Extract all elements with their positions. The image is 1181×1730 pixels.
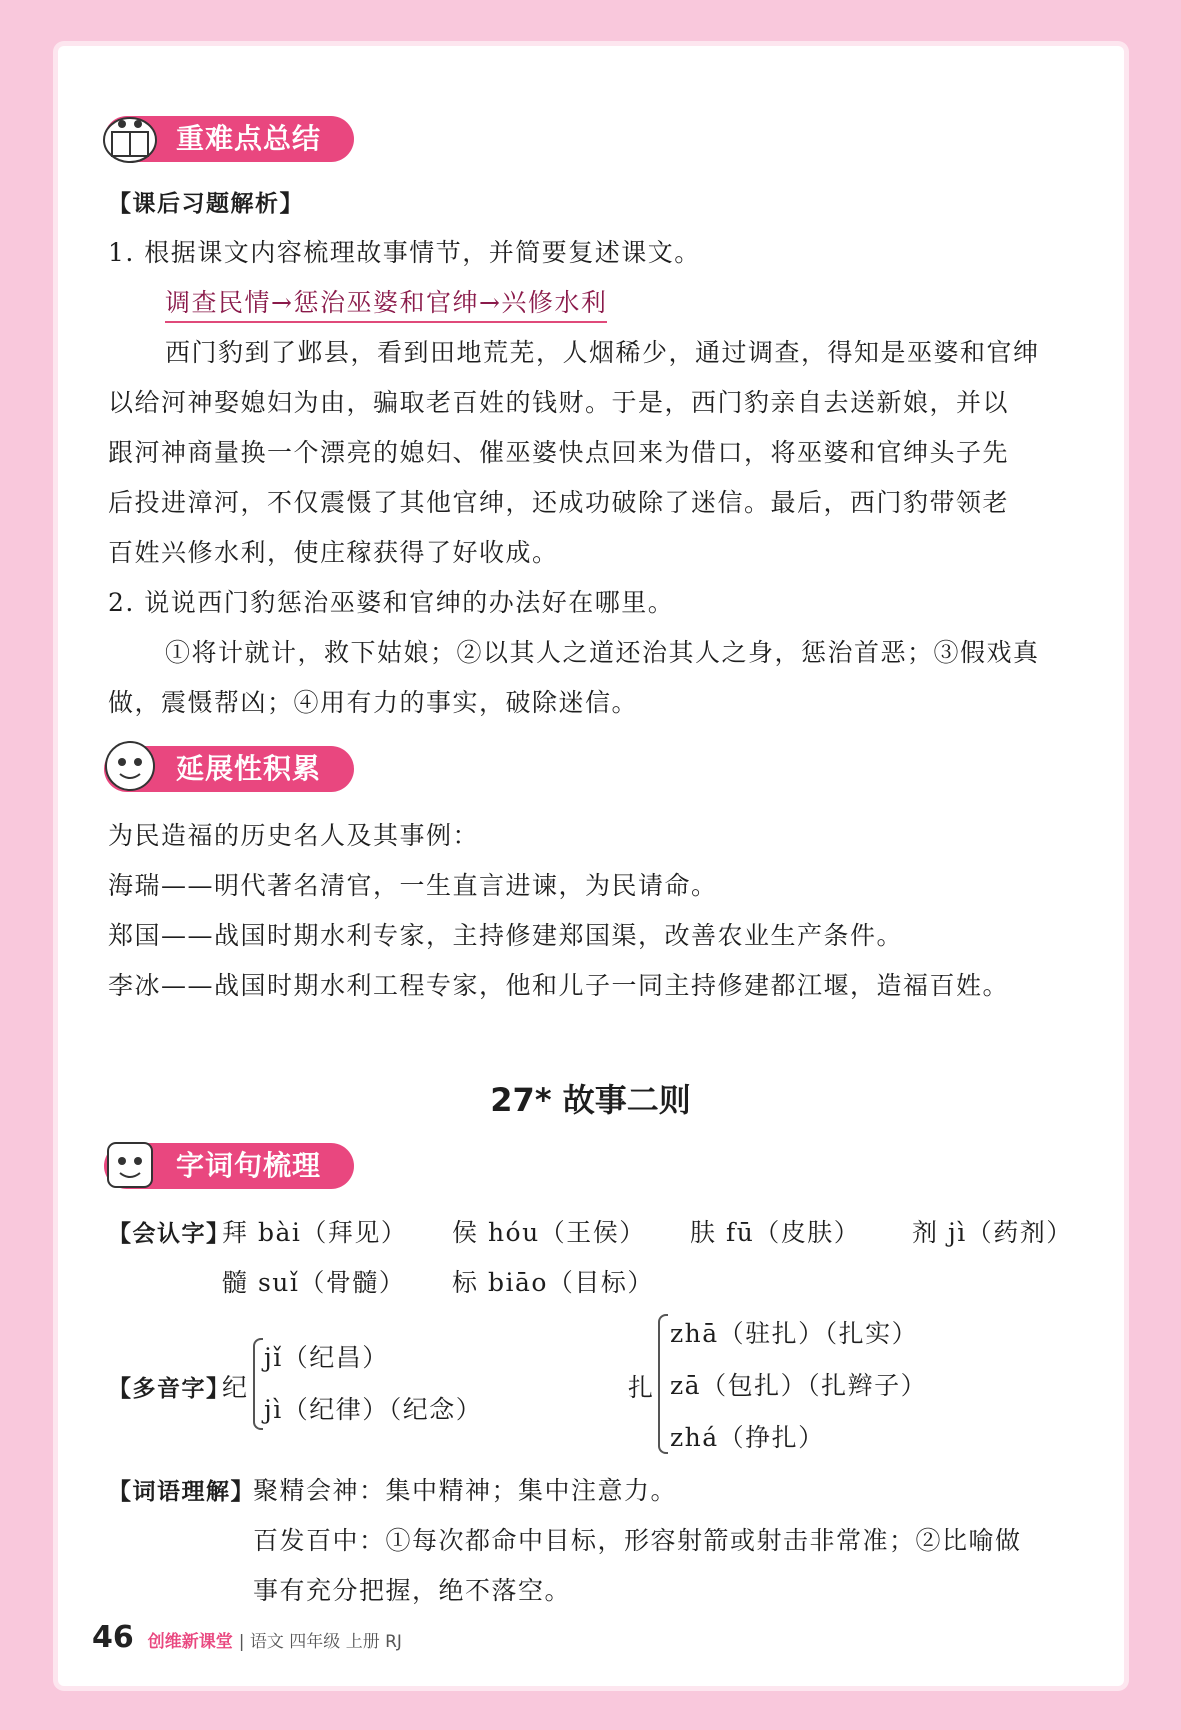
vocab-2-line-2: 事有充分把握，绝不落空。 <box>253 1576 572 1605</box>
section-title: 字词句梳理 <box>176 1149 322 1182</box>
figure-li-bing: 李冰——战国时期水利工程专家，他和儿子一同主持修建都江堰，造福百姓。 <box>108 971 1010 1000</box>
vocab-1: 聚精会神：集中精神；集中注意力。 <box>253 1476 678 1505</box>
answer-2-line-1: ①将计就计，救下姑娘；②以其人之道还治其人之身，惩治首恶；③假戏真 <box>165 638 1040 667</box>
answer-2-line-2: 做，震慑帮凶；④用有力的事实，破除迷信。 <box>108 688 639 717</box>
section-title: 重难点总结 <box>176 122 322 155</box>
recognize-item: 标 biāo（目标） <box>452 1268 654 1297</box>
answer-1-line-3: 跟河神商量换一个漂亮的媳妇、催巫婆快点回来为借口，将巫婆和官绅头子先 <box>108 438 1010 467</box>
book-info: | 语文 四年级 上册 RJ <box>238 1632 402 1652</box>
ji-reading: jǐ（纪昌） <box>264 1343 389 1372</box>
zha-reading: zhá（挣扎） <box>670 1423 825 1452</box>
exercise-tag: 【课后习题解析】 <box>108 191 304 217</box>
answer-1-line-2: 以给河神娶媳妇为由，骗取老百姓的钱财。于是，西门豹亲自去送新娘，并以 <box>108 388 1010 417</box>
answer-1-line-5: 百姓兴修水利，使庄稼获得了好收成。 <box>108 538 559 567</box>
brace <box>658 1314 668 1454</box>
ji-reading: jì（纪律）（纪念） <box>264 1395 483 1424</box>
page-footer <box>92 1620 402 1655</box>
plot-chain: 调查民情→惩治巫婆和官绅→兴修水利 <box>165 283 607 323</box>
recognize-item: 拜 bài（拜见） <box>222 1218 408 1247</box>
section-title: 延展性积累 <box>176 752 322 785</box>
figure-zheng-guo: 郑国——战国时期水利专家，主持修建郑国渠，改善农业生产条件。 <box>108 921 904 950</box>
section-badge-summary <box>104 116 354 162</box>
brace <box>253 1338 263 1430</box>
brand-name: 创维新课堂 <box>147 1632 233 1652</box>
page-number: 46 <box>92 1620 134 1655</box>
question-1: 1. 根据课文内容梳理故事情节，并简要复述课文。 <box>108 238 701 267</box>
mascot-icon <box>98 1133 162 1195</box>
recognize-item: 侯 hóu（王侯） <box>452 1218 646 1247</box>
zha-reading: zhā（驻扎）（扎实） <box>670 1319 919 1348</box>
recognize-item: 髓 suǐ（骨髓） <box>222 1268 406 1297</box>
vocab-tag: 【词语理解】 <box>108 1479 255 1505</box>
answer-1-line-1: 西门豹到了邺县，看到田地荒芜，人烟稀少，通过调查，得知是巫婆和官绅 <box>165 338 1040 367</box>
question-2: 2. 说说西门豹惩治巫婆和官绅的办法好在哪里。 <box>108 588 675 617</box>
mascot-icon <box>98 736 162 798</box>
lesson-title: 27* 故事二则 <box>490 1081 691 1119</box>
book-mascot-icon <box>98 106 162 168</box>
answer-1-line-4: 后投进漳河，不仅震慑了其他官绅，还成功破除了迷信。最后，西门豹带领老 <box>108 488 1010 517</box>
recognize-item: 剂 jì（药剂） <box>912 1218 1073 1247</box>
polyphone-char-zha: 扎 <box>628 1373 655 1402</box>
vocab-2-line-1: 百发百中：①每次都命中目标，形容射箭或射击非常准；②比喻做 <box>253 1526 1022 1555</box>
section-badge-extension <box>104 746 354 792</box>
zha-reading: zā（包扎）（扎辫子） <box>670 1371 928 1400</box>
section-badge-vocab <box>104 1143 354 1189</box>
recognize-item: 肤 fū（皮肤） <box>690 1218 861 1247</box>
polyphone-char-ji: 纪 <box>222 1373 249 1402</box>
polyphone-tag: 【多音字】 <box>108 1376 231 1402</box>
recognize-tag: 【会认字】 <box>108 1221 231 1247</box>
extension-intro: 为民造福的历史名人及其事例： <box>108 821 480 850</box>
figure-hai-rui: 海瑞——明代著名清官，一生直言进谏，为民请命。 <box>108 871 718 900</box>
